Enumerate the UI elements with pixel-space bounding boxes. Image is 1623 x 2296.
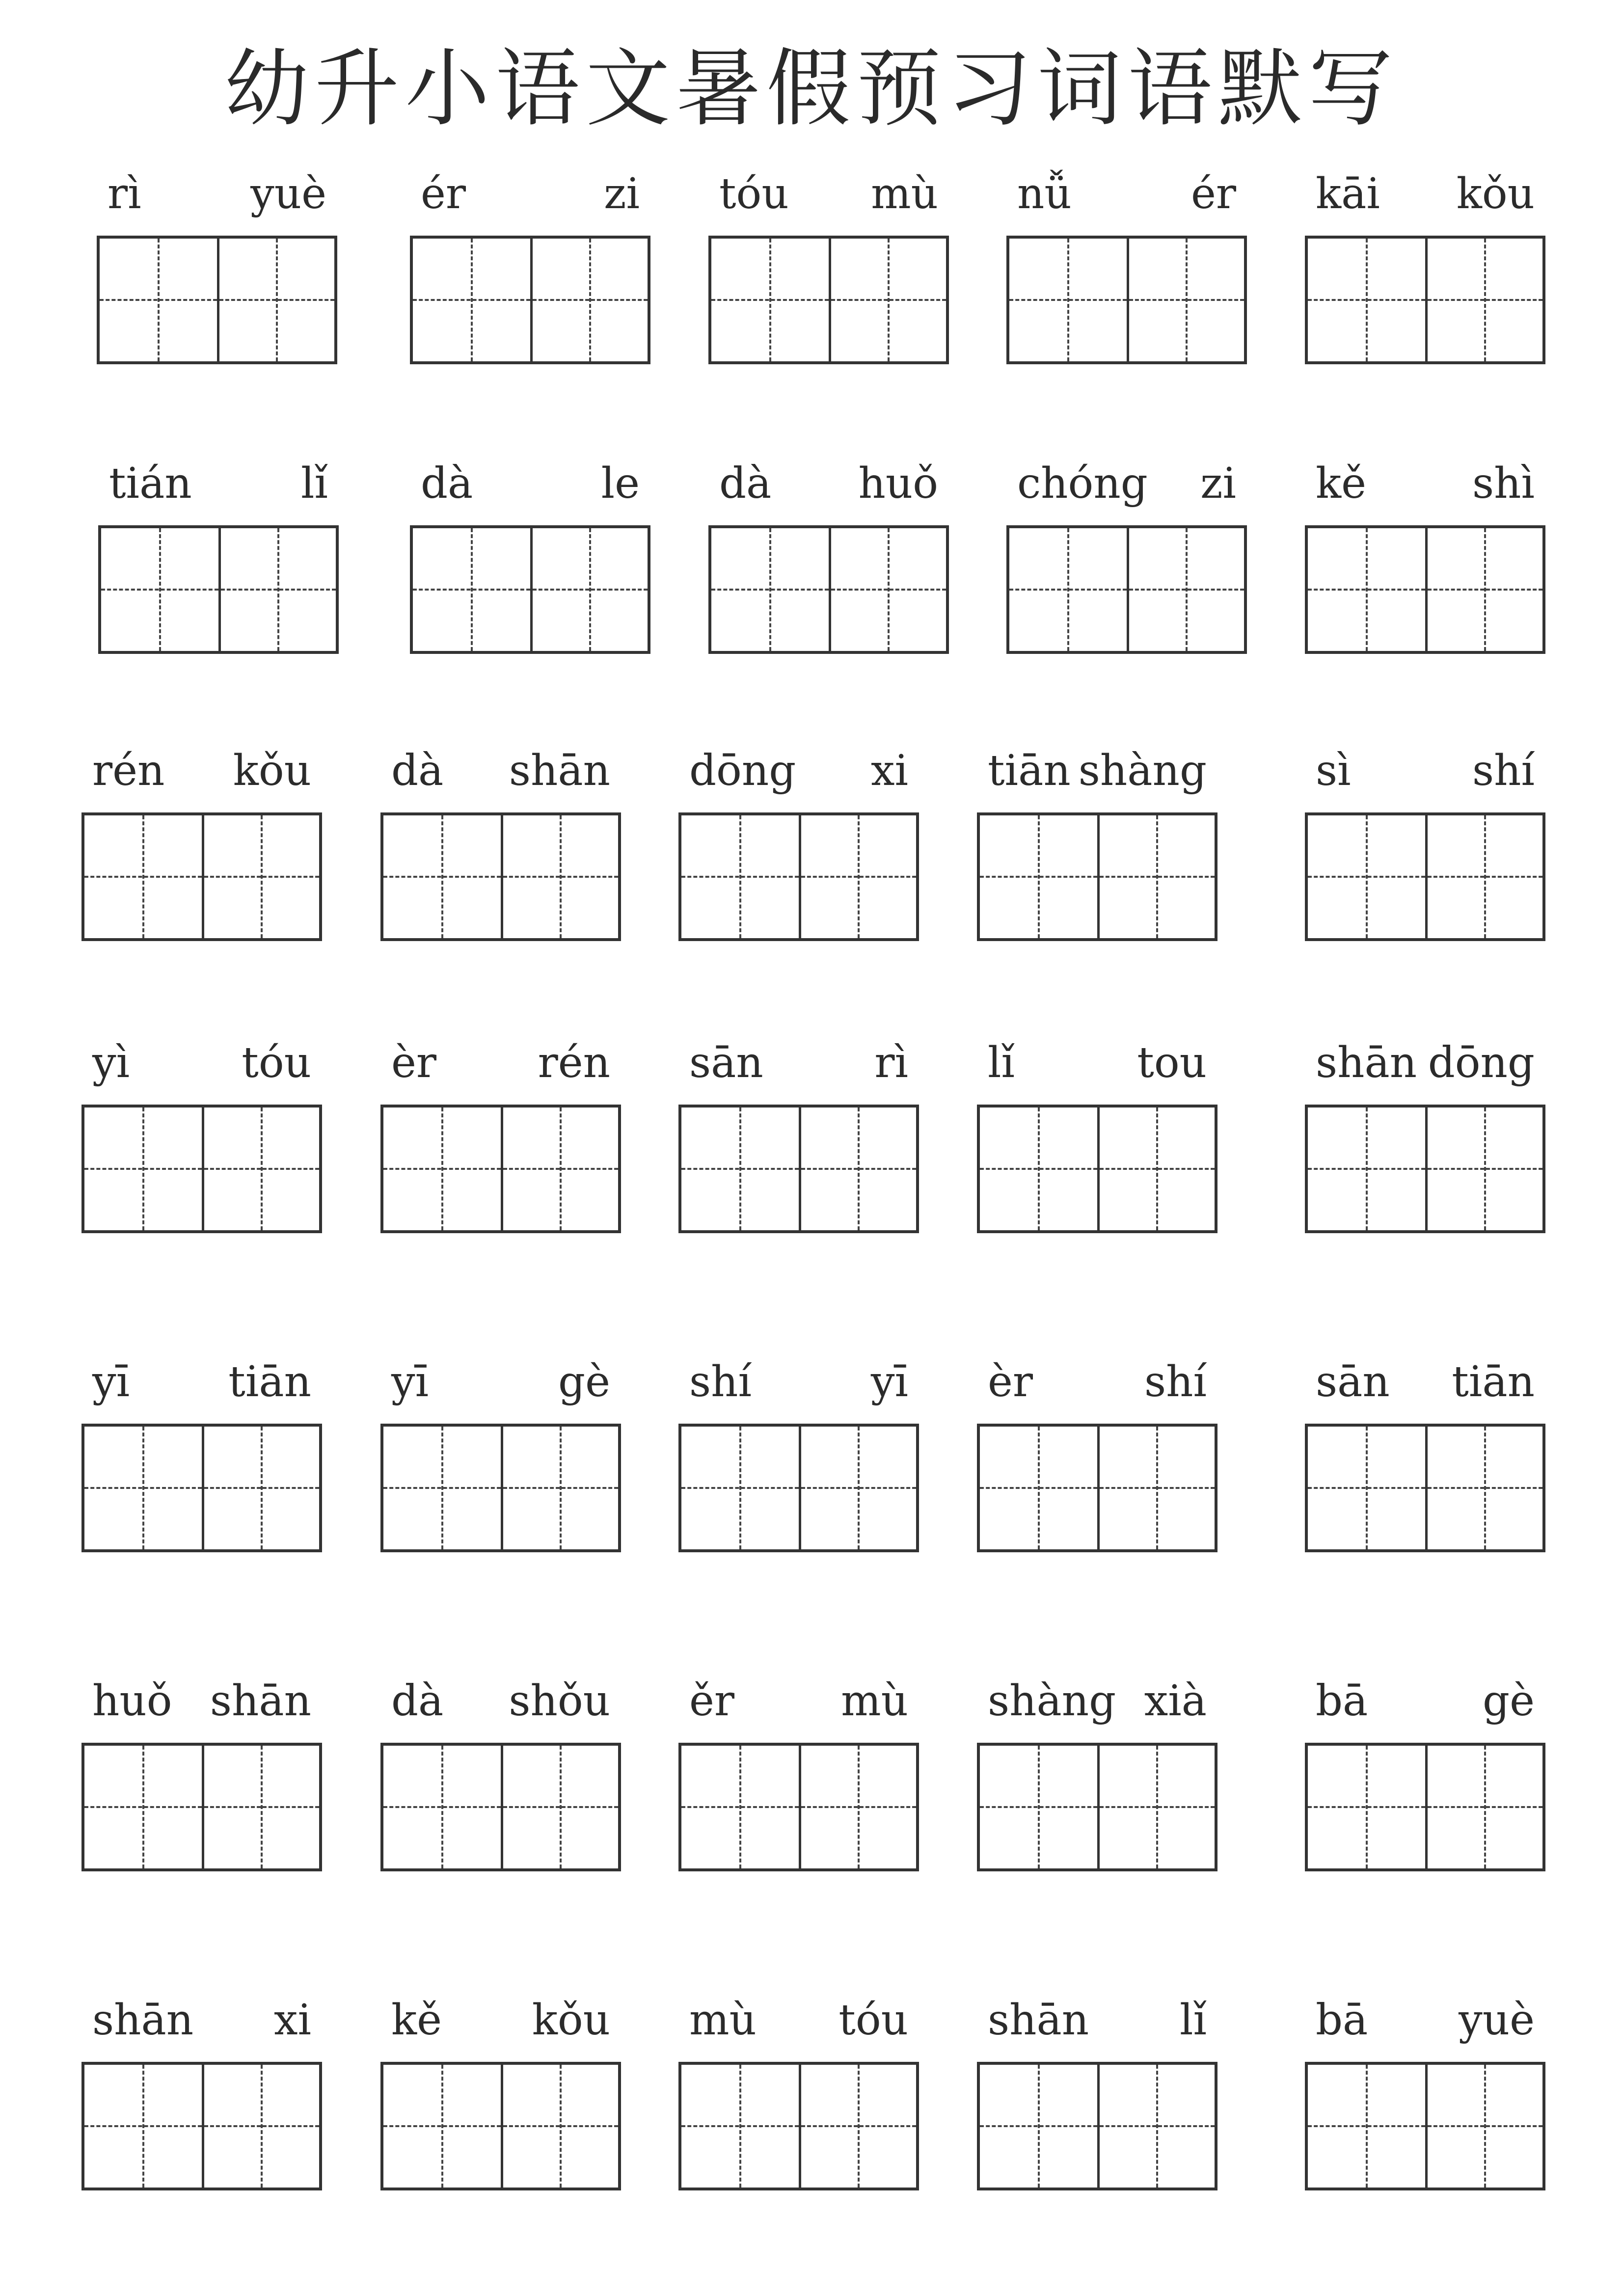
pinyin-syllable-2: ér <box>1190 169 1236 218</box>
word-item <box>977 1033 1217 1240</box>
pinyin-syllable-1: èr <box>988 1357 1033 1406</box>
pinyin-label <box>410 164 650 223</box>
tian-zi-ge-cell[interactable] <box>681 1107 799 1230</box>
pinyin-syllable-2: yuè <box>1459 1996 1535 2045</box>
word-item <box>410 454 650 660</box>
word-item <box>380 1033 621 1240</box>
tian-zi-ge-cell[interactable] <box>1308 815 1425 938</box>
tian-zi-ge-cell[interactable] <box>980 1746 1097 1868</box>
page-title: 幼升小语文暑假预习词语默写 <box>224 39 1399 138</box>
writing-grid[interactable] <box>1305 525 1545 654</box>
word-item <box>1305 1352 1545 1559</box>
writing-grid[interactable] <box>380 2062 621 2190</box>
writing-grid[interactable] <box>678 1105 919 1233</box>
tian-zi-ge-cell[interactable] <box>799 2065 916 2188</box>
pinyin-label <box>81 1352 322 1411</box>
pinyin-syllable-2: shí <box>1472 746 1535 795</box>
writing-grid[interactable] <box>977 1105 1217 1233</box>
writing-grid[interactable] <box>380 812 621 941</box>
word-row-5 <box>0 1352 1623 1559</box>
pinyin-label <box>977 1991 1217 2050</box>
pinyin-syllable-1: dōng <box>689 746 796 795</box>
tian-zi-ge-cell[interactable] <box>218 528 336 651</box>
pinyin-label <box>81 1033 322 1092</box>
word-item <box>708 164 949 371</box>
writing-grid[interactable] <box>81 1743 322 1871</box>
pinyin-syllable-1: sān <box>689 1038 763 1087</box>
word-item <box>81 1672 322 1878</box>
writing-grid[interactable] <box>678 812 919 941</box>
tian-zi-ge-cell[interactable] <box>681 1427 799 1549</box>
pinyin-syllable-1: sān <box>1316 1357 1390 1406</box>
tian-zi-ge-cell[interactable] <box>383 815 501 938</box>
pinyin-syllable-1: tián <box>109 459 192 508</box>
pinyin-syllable-1: nǚ <box>1017 169 1072 218</box>
writing-grid[interactable] <box>977 1743 1217 1871</box>
tian-zi-ge-cell[interactable] <box>1308 239 1425 361</box>
tian-zi-ge-cell[interactable] <box>501 1746 618 1868</box>
pinyin-label <box>977 1352 1217 1411</box>
pinyin-label <box>380 1991 621 2050</box>
writing-grid[interactable] <box>81 1105 322 1233</box>
word-item <box>977 1352 1217 1559</box>
pinyin-syllable-1: kě <box>391 1996 442 2045</box>
pinyin-syllable-2: xi <box>273 1996 311 2045</box>
tian-zi-ge-cell[interactable] <box>202 2065 319 2188</box>
pinyin-syllable-2: mù <box>841 1676 908 1726</box>
tian-zi-ge-cell[interactable] <box>501 1107 618 1230</box>
tian-zi-ge-cell[interactable] <box>980 1427 1097 1549</box>
word-item <box>678 1672 919 1878</box>
pinyin-syllable-1: shí <box>689 1357 752 1406</box>
word-item <box>380 1672 621 1878</box>
tian-zi-ge-cell[interactable] <box>1009 528 1127 651</box>
writing-grid[interactable] <box>678 1743 919 1871</box>
pinyin-label <box>81 741 322 800</box>
tian-zi-ge-cell[interactable] <box>1425 239 1542 361</box>
pinyin-syllable-1: ěr <box>689 1676 735 1726</box>
writing-grid[interactable] <box>1006 525 1247 654</box>
word-item <box>1305 164 1545 371</box>
pinyin-label <box>1305 741 1545 800</box>
pinyin-label <box>380 741 621 800</box>
writing-grid[interactable] <box>977 1424 1217 1552</box>
pinyin-syllable-2: kǒu <box>1456 169 1535 218</box>
word-item <box>1305 1033 1545 1240</box>
tian-zi-ge-cell[interactable] <box>711 528 829 651</box>
word-item <box>678 1033 919 1240</box>
pinyin-label <box>380 1672 621 1730</box>
pinyin-label <box>1006 454 1247 513</box>
pinyin-label <box>1305 1352 1545 1411</box>
pinyin-label <box>977 741 1217 800</box>
tian-zi-ge-cell[interactable] <box>1127 528 1244 651</box>
word-item <box>678 1352 919 1559</box>
tian-zi-ge-cell[interactable] <box>383 1746 501 1868</box>
pinyin-syllable-2: shàng <box>1078 746 1207 795</box>
tian-zi-ge-cell[interactable] <box>202 1427 319 1549</box>
word-row-4 <box>0 1033 1623 1240</box>
pinyin-syllable-1: ér <box>421 169 466 218</box>
word-item <box>977 1672 1217 1878</box>
pinyin-syllable-2: tóu <box>839 1996 908 2045</box>
tian-zi-ge-cell[interactable] <box>84 1746 202 1868</box>
word-item <box>1305 1672 1545 1878</box>
pinyin-syllable-2: tou <box>1137 1038 1207 1087</box>
tian-zi-ge-cell[interactable] <box>217 239 334 361</box>
pinyin-syllable-2: yuè <box>250 169 326 218</box>
writing-grid[interactable] <box>380 1424 621 1552</box>
pinyin-syllable-1: huǒ <box>92 1676 172 1726</box>
word-item <box>81 1352 322 1559</box>
writing-grid[interactable] <box>410 236 650 364</box>
word-item <box>98 454 339 660</box>
pinyin-syllable-1: yì <box>92 1038 130 1087</box>
pinyin-syllable-1: sì <box>1316 746 1351 795</box>
pinyin-syllable-1: mù <box>689 1996 757 2045</box>
tian-zi-ge-cell[interactable] <box>101 528 218 651</box>
tian-zi-ge-cell[interactable] <box>383 1427 501 1549</box>
word-item <box>380 741 621 947</box>
word-row-3 <box>0 741 1623 947</box>
pinyin-syllable-2: dōng <box>1428 1038 1535 1087</box>
pinyin-label <box>1305 1672 1545 1730</box>
writing-grid[interactable] <box>410 525 650 654</box>
writing-grid[interactable] <box>1305 1105 1545 1233</box>
tian-zi-ge-cell[interactable] <box>1308 1746 1425 1868</box>
pinyin-syllable-2: gè <box>558 1357 610 1406</box>
tian-zi-ge-cell[interactable] <box>1425 1746 1542 1868</box>
word-item <box>977 1991 1217 2197</box>
pinyin-label <box>678 1033 919 1092</box>
word-item <box>977 741 1217 947</box>
word-item <box>1305 454 1545 660</box>
word-item <box>1305 1991 1545 2197</box>
writing-grid[interactable] <box>1305 812 1545 941</box>
writing-grid[interactable] <box>1305 1424 1545 1552</box>
tian-zi-ge-cell[interactable] <box>413 528 530 651</box>
word-row-1 <box>0 164 1623 371</box>
pinyin-label <box>977 1672 1217 1730</box>
writing-grid[interactable] <box>380 1743 621 1871</box>
tian-zi-ge-cell[interactable] <box>100 239 217 361</box>
pinyin-label <box>97 164 337 223</box>
pinyin-label <box>708 454 949 513</box>
writing-grid[interactable] <box>708 236 949 364</box>
pinyin-label <box>977 1033 1217 1092</box>
pinyin-label <box>678 1672 919 1730</box>
writing-grid[interactable] <box>977 2062 1217 2190</box>
pinyin-syllable-1: bā <box>1316 1676 1368 1726</box>
pinyin-syllable-2: xià <box>1144 1676 1207 1726</box>
tian-zi-ge-cell[interactable] <box>829 239 946 361</box>
pinyin-syllable-2: mù <box>871 169 938 218</box>
writing-grid[interactable] <box>708 525 949 654</box>
word-item <box>81 1991 322 2197</box>
pinyin-syllable-1: shàng <box>988 1676 1116 1726</box>
tian-zi-ge-cell[interactable] <box>799 1746 916 1868</box>
tian-zi-ge-cell[interactable] <box>711 239 829 361</box>
tian-zi-ge-cell[interactable] <box>799 1427 916 1549</box>
word-item <box>678 1991 919 2197</box>
pinyin-syllable-1: kě <box>1316 459 1367 508</box>
tian-zi-ge-cell[interactable] <box>980 815 1097 938</box>
pinyin-label <box>98 454 339 513</box>
tian-zi-ge-cell[interactable] <box>84 2065 202 2188</box>
pinyin-label <box>708 164 949 223</box>
pinyin-syllable-1: tóu <box>719 169 789 218</box>
tian-zi-ge-cell[interactable] <box>84 815 202 938</box>
pinyin-syllable-2: zi <box>604 169 640 218</box>
tian-zi-ge-cell[interactable] <box>1308 1427 1425 1549</box>
word-row-7 <box>0 1991 1623 2197</box>
pinyin-label <box>1305 454 1545 513</box>
tian-zi-ge-cell[interactable] <box>202 1107 319 1230</box>
tian-zi-ge-cell[interactable] <box>501 2065 618 2188</box>
tian-zi-ge-cell[interactable] <box>84 1107 202 1230</box>
word-item <box>1305 741 1545 947</box>
tian-zi-ge-cell[interactable] <box>1425 815 1542 938</box>
tian-zi-ge-cell[interactable] <box>1308 528 1425 651</box>
pinyin-syllable-2: rén <box>538 1038 610 1087</box>
pinyin-syllable-1: chóng <box>1017 459 1148 508</box>
tian-zi-ge-cell[interactable] <box>1425 1427 1542 1549</box>
writing-grid[interactable] <box>81 812 322 941</box>
tian-zi-ge-cell[interactable] <box>413 239 530 361</box>
word-item <box>678 741 919 947</box>
pinyin-label <box>1006 164 1247 223</box>
pinyin-syllable-1: shān <box>92 1996 194 2045</box>
tian-zi-ge-cell[interactable] <box>1308 1107 1425 1230</box>
word-item <box>380 1352 621 1559</box>
pinyin-syllable-1: yī <box>391 1357 429 1406</box>
pinyin-syllable-2: huǒ <box>858 459 938 508</box>
pinyin-syllable-1: yī <box>92 1357 130 1406</box>
pinyin-syllable-2: tiān <box>1452 1357 1535 1406</box>
pinyin-label <box>380 1352 621 1411</box>
tian-zi-ge-cell[interactable] <box>530 528 648 651</box>
writing-grid[interactable] <box>98 525 339 654</box>
tian-zi-ge-cell[interactable] <box>501 815 618 938</box>
tian-zi-ge-cell[interactable] <box>799 1107 916 1230</box>
writing-grid[interactable] <box>678 1424 919 1552</box>
tian-zi-ge-cell[interactable] <box>980 2065 1097 2188</box>
pinyin-label <box>1305 1991 1545 2050</box>
tian-zi-ge-cell[interactable] <box>980 1107 1097 1230</box>
writing-grid[interactable] <box>1305 1743 1545 1871</box>
pinyin-label <box>678 1991 919 2050</box>
pinyin-syllable-1: bā <box>1316 1996 1368 2045</box>
pinyin-syllable-1: kāi <box>1316 169 1380 218</box>
tian-zi-ge-cell[interactable] <box>1097 2065 1215 2188</box>
pinyin-syllable-2: gè <box>1483 1676 1535 1726</box>
tian-zi-ge-cell[interactable] <box>1308 2065 1425 2188</box>
tian-zi-ge-cell[interactable] <box>799 815 916 938</box>
tian-zi-ge-cell[interactable] <box>829 528 946 651</box>
pinyin-label <box>81 1991 322 2050</box>
pinyin-syllable-1: lǐ <box>988 1038 1015 1087</box>
pinyin-label <box>1305 1033 1545 1092</box>
tian-zi-ge-cell[interactable] <box>202 1746 319 1868</box>
pinyin-label <box>380 1033 621 1092</box>
pinyin-syllable-2: rì <box>874 1038 908 1087</box>
pinyin-syllable-2: kǒu <box>233 746 311 795</box>
writing-grid[interactable] <box>81 2062 322 2190</box>
pinyin-label <box>678 1352 919 1411</box>
pinyin-label <box>410 454 650 513</box>
tian-zi-ge-cell[interactable] <box>1425 2065 1542 2188</box>
pinyin-syllable-2: xi <box>870 746 908 795</box>
word-item <box>97 164 337 371</box>
writing-grid[interactable] <box>678 2062 919 2190</box>
tian-zi-ge-cell[interactable] <box>681 2065 799 2188</box>
pinyin-syllable-1: èr <box>391 1038 437 1087</box>
pinyin-syllable-1: dà <box>421 459 473 508</box>
pinyin-syllable-2: yī <box>870 1357 908 1406</box>
tian-zi-ge-cell[interactable] <box>1097 1427 1215 1549</box>
pinyin-syllable-2: shǒu <box>509 1676 610 1726</box>
word-item <box>410 164 650 371</box>
tian-zi-ge-cell[interactable] <box>681 1746 799 1868</box>
pinyin-label <box>678 741 919 800</box>
tian-zi-ge-cell[interactable] <box>383 1107 501 1230</box>
pinyin-label <box>1305 164 1545 223</box>
tian-zi-ge-cell[interactable] <box>530 239 648 361</box>
pinyin-syllable-2: shí <box>1144 1357 1207 1406</box>
pinyin-syllable-1: rì <box>108 169 141 218</box>
pinyin-syllable-2: kǒu <box>532 1996 610 2045</box>
writing-grid[interactable] <box>1305 2062 1545 2190</box>
pinyin-syllable-1: shān <box>1316 1038 1417 1087</box>
tian-zi-ge-cell[interactable] <box>681 815 799 938</box>
tian-zi-ge-cell[interactable] <box>202 815 319 938</box>
pinyin-syllable-1: tiān <box>988 746 1071 795</box>
tian-zi-ge-cell[interactable] <box>84 1427 202 1549</box>
word-item <box>708 454 949 660</box>
word-item <box>1006 164 1247 371</box>
writing-grid[interactable] <box>81 1424 322 1552</box>
tian-zi-ge-cell[interactable] <box>501 1427 618 1549</box>
pinyin-label <box>81 1672 322 1730</box>
word-item <box>1006 454 1247 660</box>
tian-zi-ge-cell[interactable] <box>1425 1107 1542 1230</box>
word-row-6 <box>0 1672 1623 1878</box>
pinyin-syllable-2: shān <box>210 1676 311 1726</box>
tian-zi-ge-cell[interactable] <box>1097 815 1215 938</box>
word-item <box>81 741 322 947</box>
writing-grid[interactable] <box>380 1105 621 1233</box>
writing-grid[interactable] <box>1305 236 1545 364</box>
pinyin-syllable-2: tiān <box>228 1357 311 1406</box>
pinyin-syllable-1: dà <box>719 459 772 508</box>
writing-grid[interactable] <box>1006 236 1247 364</box>
tian-zi-ge-cell[interactable] <box>383 2065 501 2188</box>
pinyin-syllable-1: shān <box>988 1996 1089 2045</box>
pinyin-syllable-1: rén <box>92 746 165 795</box>
tian-zi-ge-cell[interactable] <box>1009 239 1127 361</box>
pinyin-syllable-2: lǐ <box>300 459 328 508</box>
pinyin-syllable-1: dà <box>391 746 444 795</box>
pinyin-syllable-2: lǐ <box>1179 1996 1207 2045</box>
writing-grid[interactable] <box>97 236 337 364</box>
pinyin-syllable-2: shì <box>1472 459 1535 508</box>
word-item <box>380 1991 621 2197</box>
word-row-2 <box>0 454 1623 660</box>
pinyin-syllable-1: dà <box>391 1676 444 1726</box>
tian-zi-ge-cell[interactable] <box>1097 1107 1215 1230</box>
tian-zi-ge-cell[interactable] <box>1127 239 1244 361</box>
word-item <box>81 1033 322 1240</box>
pinyin-syllable-2: zi <box>1200 459 1236 508</box>
tian-zi-ge-cell[interactable] <box>1425 528 1542 651</box>
pinyin-syllable-2: shān <box>509 746 610 795</box>
pinyin-syllable-2: tóu <box>242 1038 311 1087</box>
pinyin-syllable-2: le <box>601 459 640 508</box>
writing-grid[interactable] <box>977 812 1217 941</box>
tian-zi-ge-cell[interactable] <box>1097 1746 1215 1868</box>
